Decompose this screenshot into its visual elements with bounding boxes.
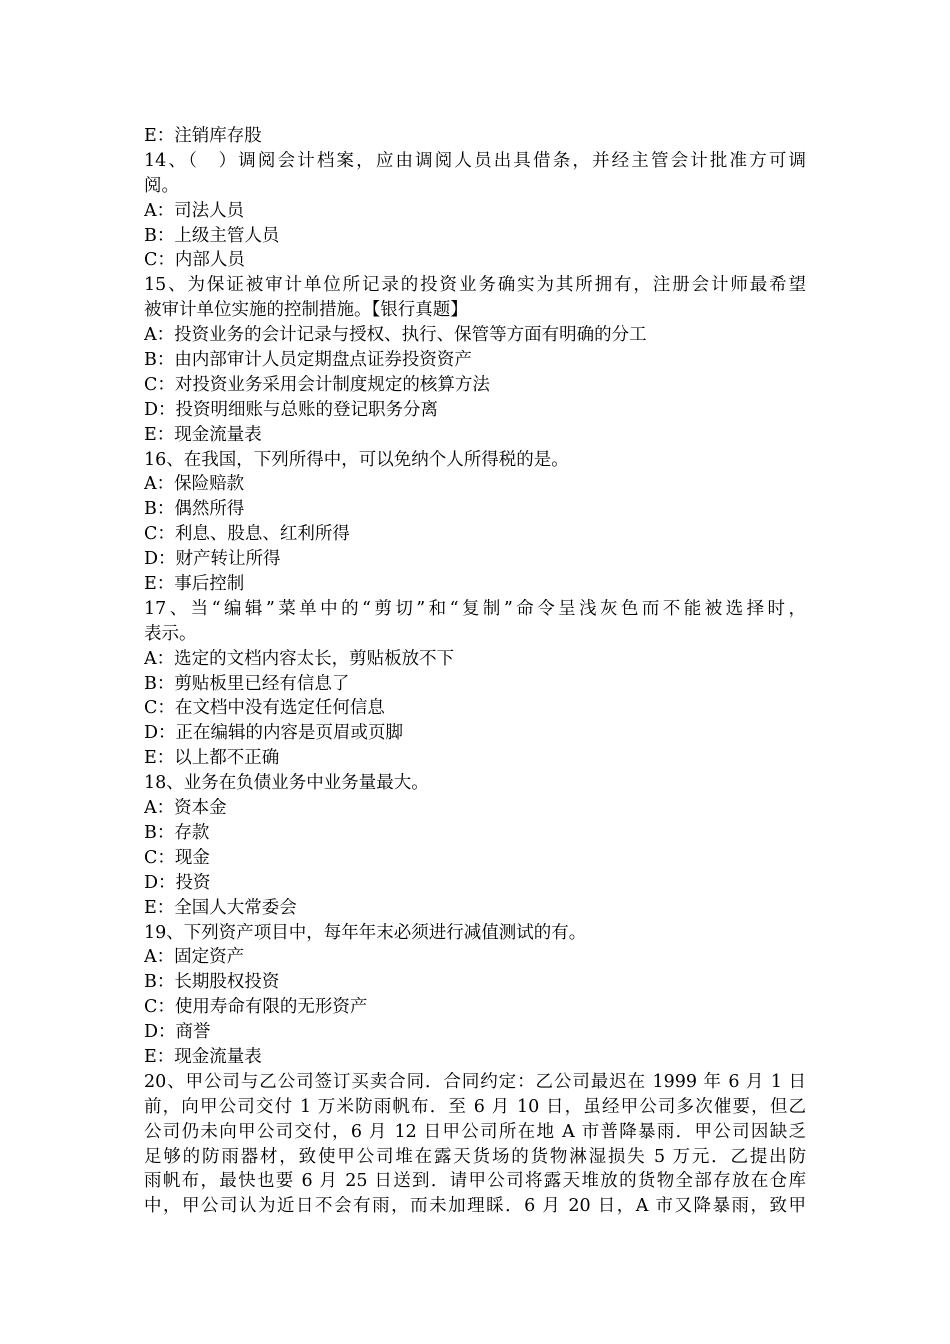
text-line: D：投资 [144,872,211,893]
text-line: C：对投资业务采用会计制度规定的核算方法 [144,374,490,395]
text-line: E：事后控制 [144,574,245,595]
text-line: 足够的防雨器材，致使甲公司堆在露天货场的货物淋湿损失 5 万元．乙提出防 [144,1146,806,1167]
text-line: B：上级主管人员 [144,225,280,246]
text-line: 被审计单位实施的控制措施。【银行真题】 [144,300,468,321]
text-line: D：财产转让所得 [144,549,281,570]
text-line: 阅。 [144,175,179,196]
text-line: D：商誉 [144,1022,211,1043]
text-line: E：现金流量表 [144,424,262,445]
text-line: C：使用寿命有限的无形资产 [144,997,368,1018]
text-line: A：司法人员 [144,200,245,221]
text-line: 表示。 [144,623,197,644]
text-line: B：剪贴板里已经有信息了 [144,673,350,694]
text-line: D：投资明细账与总账的登记职务分离 [144,399,439,420]
text-line: C：在文档中没有选定任何信息 [144,698,385,719]
text-line: E：以上都不正确 [144,748,280,769]
text-line: B：由内部审计人员定期盘点证券投资资产 [144,350,472,371]
document-body [144,124,806,1219]
text-line: A：投资业务的会计记录与授权、执行、保管等方面有明确的分工 [144,325,647,346]
text-line: 19、下列资产项目中，每年年末必须进行减值测试的有。 [144,922,587,943]
text-line: A：选定的文档内容太长，剪贴板放不下 [144,648,455,669]
text-line: A：保险赔款 [144,474,245,495]
text-line: B：长期股权投资 [144,972,280,993]
text-line: 前，向甲公司交付 1 万米防雨帆布．至 6 月 10 日，虽经甲公司多次催要，但乙 [144,1096,806,1117]
text-line: 15、为保证被审计单位所记录的投资业务确实为其所拥有，注册会计师最希望 [144,275,806,296]
text-line: 18、业务在负债业务中业务量最大。 [144,773,429,794]
text-line: B：偶然所得 [144,499,245,520]
text-line: 17、当“编辑”菜单中的“剪切”和“复制”命令呈浅灰色而不能被选择时， [144,598,806,619]
text-line: 公司仍未向甲公司交付，6 月 12 日甲公司所在地 A 市普降暴雨．甲公司因缺乏 [144,1121,806,1142]
text-line: 雨帆布，最快也要 6 月 25 日送到．请甲公司将露天堆放的货物全部存放在仓库 [144,1171,806,1192]
text-line: 16、在我国，下列所得中，可以免纳个人所得税的是。 [144,449,569,470]
text-line: B：存款 [144,822,210,843]
text-line: D：正在编辑的内容是页眉或页脚 [144,723,404,744]
text-line: C：利息、股息、红利所得 [144,524,350,545]
text-line: E：全国人大常委会 [144,897,297,918]
text-line: C：现金 [144,847,210,868]
text-line: A：固定资产 [144,947,245,968]
text-line: 20、甲公司与乙公司签订买卖合同．合同约定：乙公司最迟在 1999 年 6 月 1 日 [144,1071,806,1092]
text-line: C：内部人员 [144,250,245,271]
text-line: E：注销库存股 [144,126,262,146]
text-line: 中，甲公司认为近日不会有雨，而未加理睬．6 月 20 日，A 市又降暴雨，致甲 [144,1196,806,1217]
text-line: 14、（ ）调阅会计档案，应由调阅人员出具借条，并经主管会计批准方可调 [144,150,806,171]
text-line: E：现金流量表 [144,1046,262,1067]
text-line: A：资本金 [144,798,227,819]
